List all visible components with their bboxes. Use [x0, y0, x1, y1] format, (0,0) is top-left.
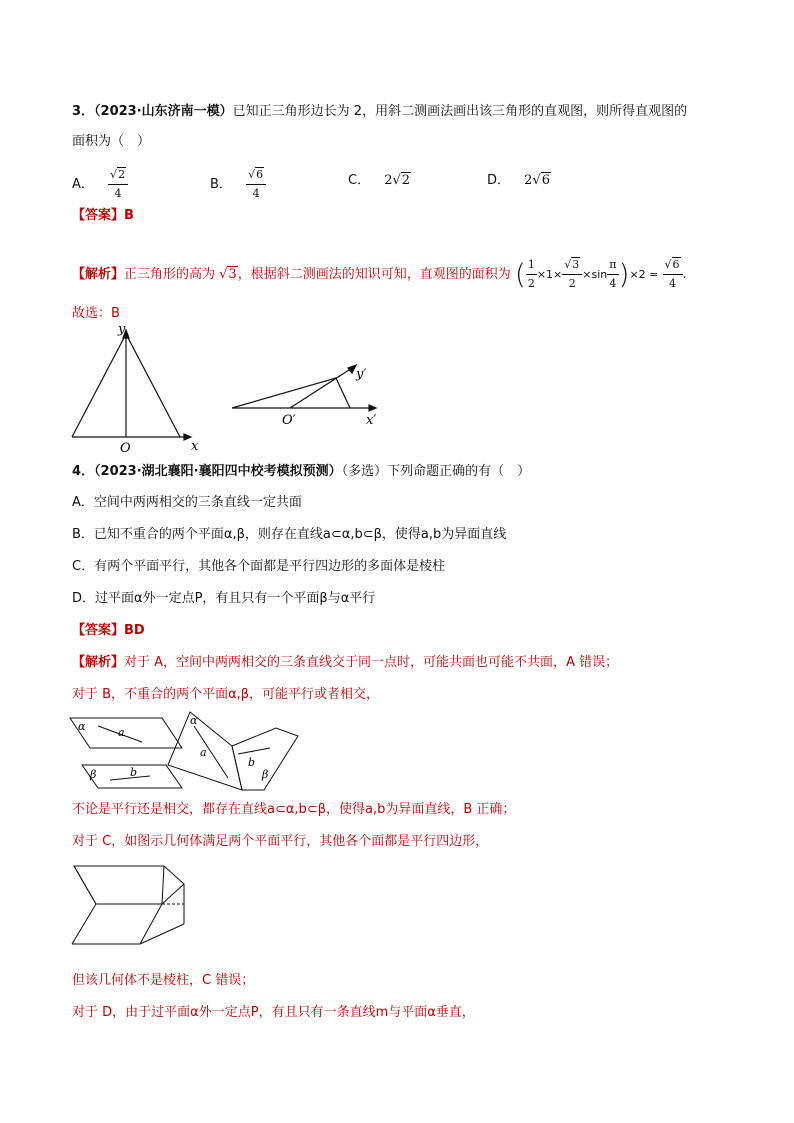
q4-option-b: B．已知不重合的两个平面α,β，则存在直线a⊂α,b⊂β，使得a,b为异面直线	[72, 527, 507, 542]
q3-option-a: A． $\frac{√2}{4}$	[72, 166, 128, 203]
q3-option-b: B． $\frac{√6}{4}$	[210, 166, 266, 203]
left-edge-upper	[74, 866, 96, 904]
q4-answer: 【答案】BD	[72, 623, 145, 638]
q4-analysis-c2: 但该几何体不是棱柱，C 错误；	[72, 973, 255, 988]
line-b-intersect	[238, 748, 270, 754]
y-prime-arrow	[348, 365, 356, 373]
q4-option-c: C．有两个平面平行，其他各个面都是平行四边形的多面体是棱柱	[72, 559, 446, 574]
label-a-2: a	[200, 746, 207, 759]
q3-source: （2023·山东济南一模）	[94, 104, 233, 119]
label-o-prime: O′	[282, 413, 296, 428]
plane-alpha-parallel	[70, 718, 182, 748]
label-beta-2: β	[262, 768, 269, 781]
q3-line1	[72, 103, 687, 121]
label-alpha-2: α	[190, 714, 198, 727]
x-prime-arrow	[369, 405, 376, 411]
label-o: O	[120, 441, 131, 456]
label-alpha-1: α	[78, 720, 86, 733]
q4-analysis-a: 【解析】对于 A，空间中两两相交的三条直线交于同一点时，可能共面也可能不共面，A 错误；	[72, 655, 619, 670]
q4-analysis-d1: 对于 D，由于过平面α外一定点P，有且只有一条直线m与平面α垂直，	[72, 1005, 475, 1020]
bottom-right-edge	[140, 924, 184, 944]
q4-analysis-b2: 不论是平行还是相交，都存在直线a⊂α,b⊂β，使得a,b为异面直线，B 正确；	[72, 802, 516, 817]
q3-choose: 故选：B	[72, 306, 120, 321]
label-x-prime: x′	[366, 413, 377, 428]
q3-text1: 已知正三角形边长为 2，用斜二测画法画出该三角形的直观图，则所得直观图的	[232, 104, 688, 119]
q4-planes-figure	[70, 710, 310, 795]
left-edge-lower	[72, 904, 96, 944]
oblique-triangle	[232, 378, 350, 408]
mid-edge	[140, 904, 162, 944]
label-y-prime: y′	[356, 367, 367, 382]
label-a-1: a	[118, 726, 125, 739]
q3-option-d: D． 2√6	[487, 173, 551, 188]
q3-text2: 面积为（ ）	[72, 134, 151, 149]
q3-figure	[60, 320, 400, 455]
label-x: x	[191, 439, 199, 454]
q4-stem: 4．（2023·湖北襄阳·襄阳四中校考模拟预测）（多选）下列命题正确的有（ ）	[72, 464, 531, 479]
label-b-1: b	[130, 766, 138, 779]
top-edge	[162, 866, 164, 904]
top-face	[74, 866, 184, 904]
q4-analysis-b1: 对于 B，不重合的两个平面α,β，可能平行或者相交，	[72, 687, 380, 702]
q3-analysis: 【解析】正三角形的高为 √3，根据斜二测画法的知识可知，直观图的面积为 ( $\frac{1}{2}$ ×1× $\frac{√3}{2}$ ×sin $\frac{\pi}{4}$ )×2 = $\frac{√6}{4}$ .	[72, 257, 687, 291]
label-b-2: b	[248, 756, 256, 769]
q4-polyhedron-figure	[70, 862, 190, 957]
x-axis-arrow	[184, 434, 191, 440]
q3-number: 3．	[72, 104, 95, 119]
q3-answer: 【答案】B	[72, 208, 134, 223]
q4-analysis-c1: 对于 C，如图示几何体满足两个平面平行，其他各个面都是平行四边形，	[72, 834, 489, 849]
q4-option-a: A．空间中两两相交的三条直线一定共面	[72, 495, 302, 510]
label-beta-1: β	[90, 768, 97, 781]
label-y: y	[118, 322, 126, 337]
q4-option-d: D．过平面α外一定点P，有且只有一个平面β与α平行	[72, 591, 376, 606]
q3-option-c: C． 2√2	[348, 173, 411, 188]
